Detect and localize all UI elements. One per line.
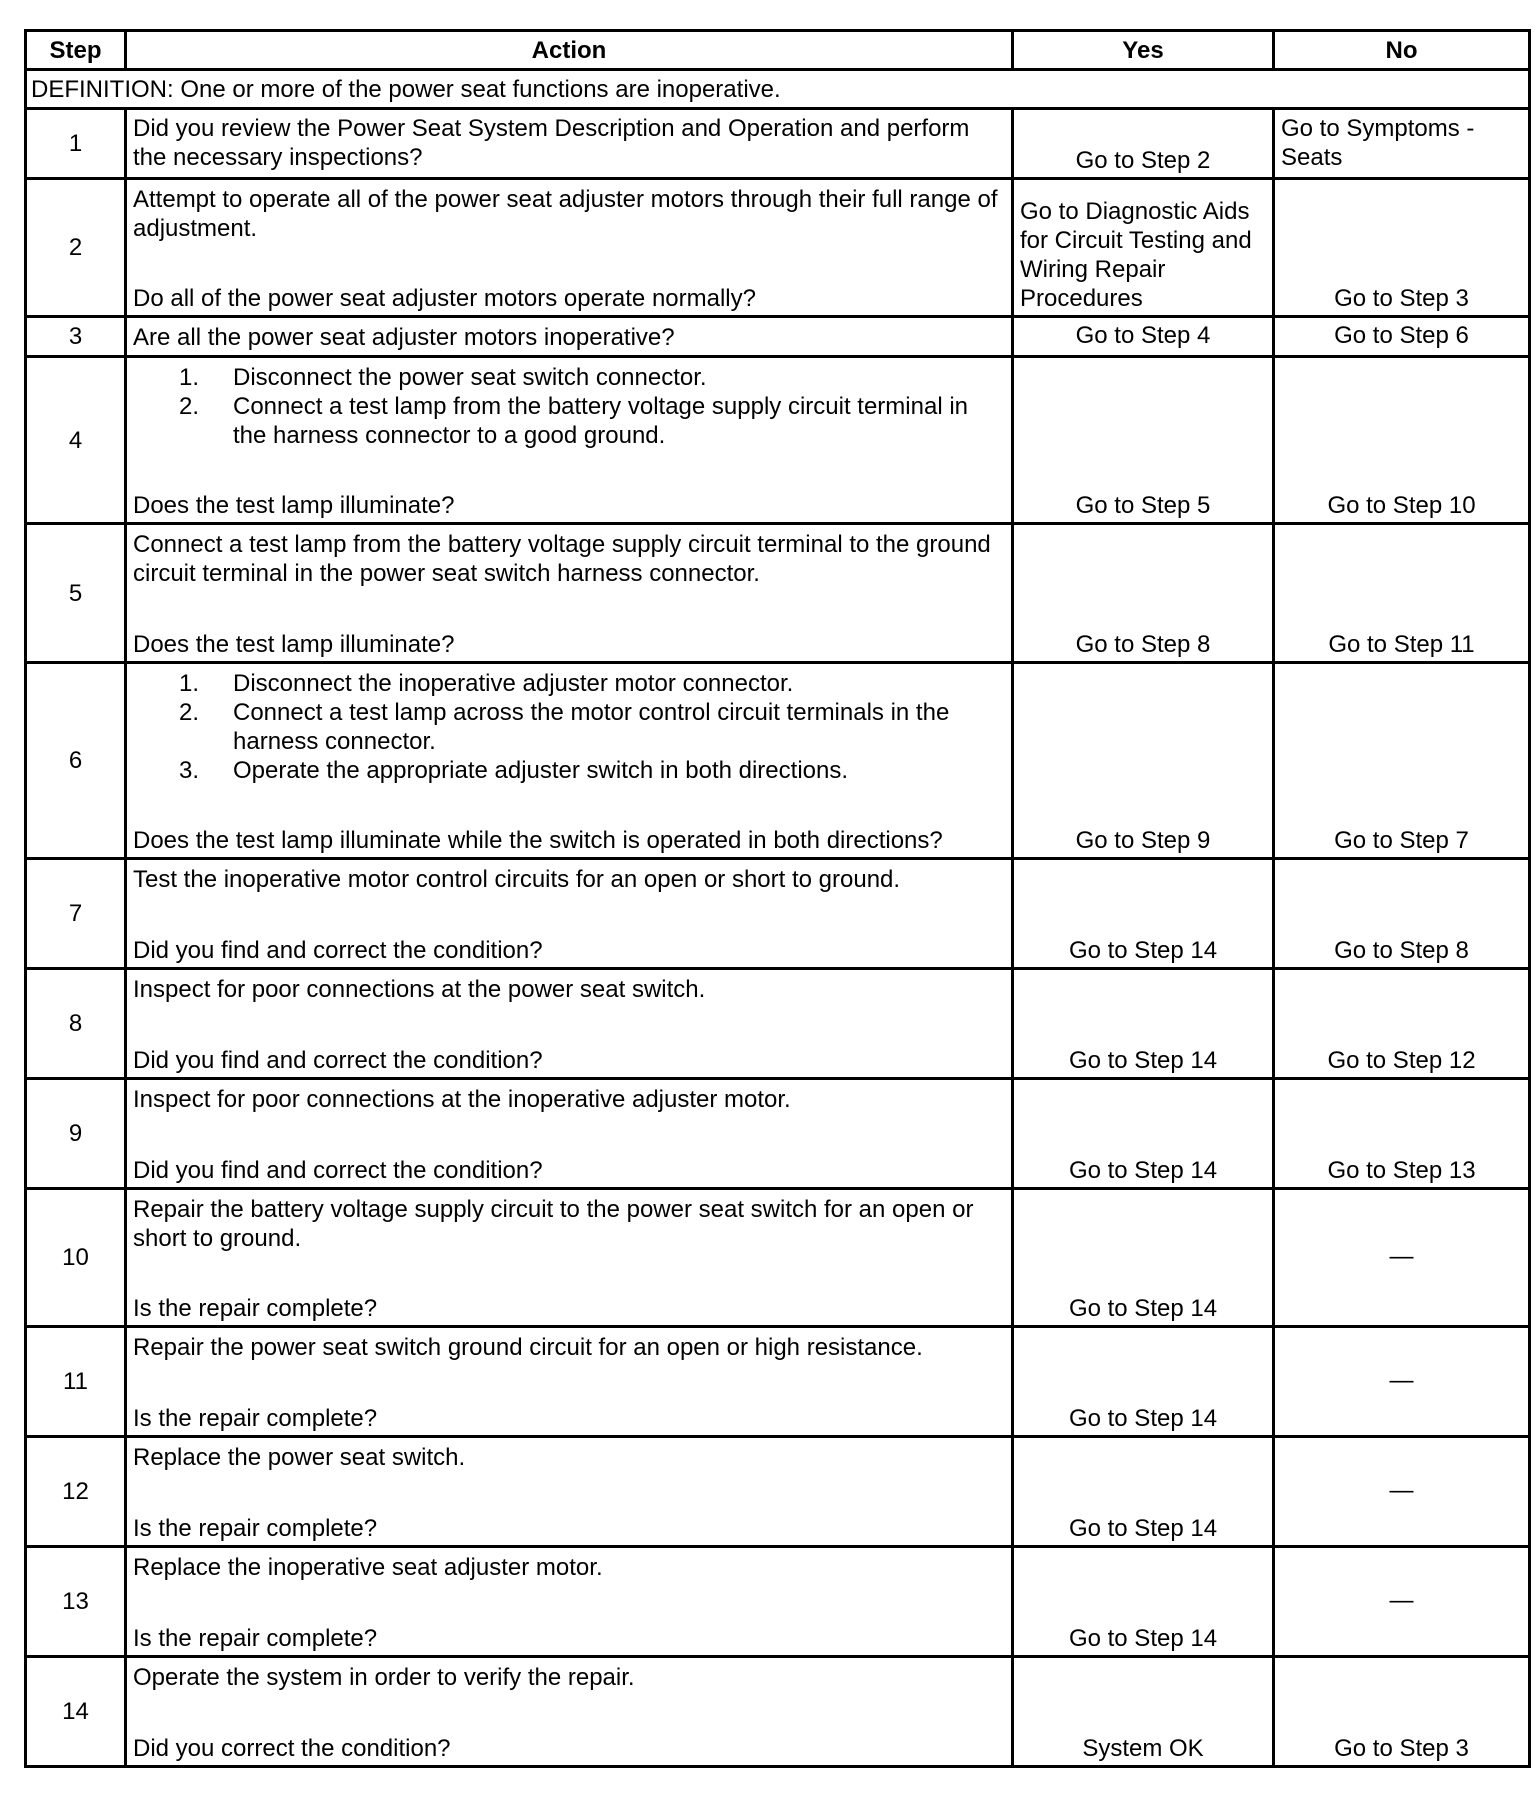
table-row — [26, 317, 1530, 357]
action-question: Is the repair complete? — [133, 1515, 378, 1542]
action-text: Are all the power seat adjuster motors inoperative? — [126, 317, 1013, 357]
table-row — [26, 1189, 1530, 1327]
yes-result: Go to Step 5 — [1013, 357, 1274, 524]
no-result: Go to Step 13 — [1274, 1079, 1530, 1189]
header-no: No — [1274, 31, 1530, 70]
step-number: 8 — [26, 969, 126, 1079]
diagnostic-table — [24, 29, 1531, 1768]
action-text: Test the inoperative motor control circuits for an open or short to ground. — [133, 866, 901, 893]
action-cell — [126, 663, 1013, 859]
yes-result: Go to Step 8 — [1013, 524, 1274, 663]
step-number: 11 — [26, 1327, 126, 1437]
action-cell — [126, 1327, 1013, 1437]
table-row — [26, 1547, 1530, 1657]
action-text: Repair the power seat switch ground circuit for an open or high resistance. — [133, 1334, 923, 1361]
list-item: 3. Operate the appropriate adjuster switch in both directions. — [179, 757, 849, 784]
header-step: Step — [26, 31, 126, 70]
action-question: Does the test lamp illuminate? — [133, 492, 455, 519]
no-result: Go to Step 3 — [1274, 179, 1530, 317]
definition-row — [26, 70, 1530, 109]
yes-result: Go to Diagnostic Aids for Circuit Testing and Wiring Repair Procedures — [1013, 179, 1274, 317]
action-text: Replace the power seat switch. — [133, 1444, 466, 1471]
definition-text: DEFINITION: One or more of the power seat functions are inoperative. — [26, 70, 1530, 109]
action-question: Is the repair complete? — [133, 1295, 378, 1322]
action-question: Did you find and correct the condition? — [133, 937, 543, 964]
step-number: 5 — [26, 524, 126, 663]
action-cell — [126, 1189, 1013, 1327]
table-row — [26, 1079, 1530, 1189]
no-result: — — [1274, 1437, 1530, 1547]
table-row — [26, 1327, 1530, 1437]
action-text: Replace the inoperative seat adjuster motor. — [133, 1554, 603, 1581]
table-row — [26, 1657, 1530, 1767]
yes-result: Go to Step 14 — [1013, 859, 1274, 969]
table-row — [26, 1437, 1530, 1547]
action-steps-list — [133, 669, 1005, 785]
action-text: Repair the battery voltage supply circuit to the power seat switch for an open or short to ground. — [133, 1196, 974, 1252]
step-number: 9 — [26, 1079, 126, 1189]
table-row — [26, 357, 1530, 524]
action-steps-list — [133, 363, 1005, 450]
action-cell — [126, 1079, 1013, 1189]
action-cell — [126, 524, 1013, 663]
action-cell — [126, 1547, 1013, 1657]
action-question: Does the test lamp illuminate while the switch is operated in both directions? — [133, 827, 943, 854]
yes-result: Go to Step 4 — [1013, 317, 1274, 357]
yes-result: Go to Step 14 — [1013, 1189, 1274, 1327]
yes-result: Go to Step 14 — [1013, 1437, 1274, 1547]
step-number: 14 — [26, 1657, 126, 1767]
step-number: 7 — [26, 859, 126, 969]
yes-result: Go to Step 2 — [1013, 109, 1274, 179]
table-row — [26, 179, 1530, 317]
action-question: Do all of the power seat adjuster motors operate normally? — [133, 285, 756, 312]
list-item: 1. Disconnect the inoperative adjuster motor connector. — [179, 670, 794, 697]
no-result: Go to Step 12 — [1274, 969, 1530, 1079]
action-text: Did you review the Power Seat System Description and Operation and perform the necessary inspections? — [126, 109, 1013, 179]
yes-result: Go to Step 14 — [1013, 1079, 1274, 1189]
table-header-row — [26, 31, 1530, 70]
no-result: — — [1274, 1327, 1530, 1437]
step-number: 4 — [26, 357, 126, 524]
action-text: Inspect for poor connections at the power seat switch. — [133, 976, 706, 1003]
table-row — [26, 859, 1530, 969]
no-result: Go to Step 6 — [1274, 317, 1530, 357]
action-question: Is the repair complete? — [133, 1625, 378, 1652]
no-result: Go to Symptoms - Seats — [1274, 109, 1530, 179]
step-number: 3 — [26, 317, 126, 357]
step-number: 12 — [26, 1437, 126, 1547]
list-item: 2. Connect a test lamp from the battery voltage supply circuit terminal in the harness connector to a good ground. — [179, 393, 968, 449]
no-result: — — [1274, 1547, 1530, 1657]
table-row — [26, 969, 1530, 1079]
yes-result: Go to Step 14 — [1013, 969, 1274, 1079]
step-number: 10 — [26, 1189, 126, 1327]
table-row — [26, 524, 1530, 663]
action-cell — [126, 859, 1013, 969]
yes-result: Go to Step 14 — [1013, 1327, 1274, 1437]
no-result: Go to Step 3 — [1274, 1657, 1530, 1767]
action-text: Attempt to operate all of the power seat adjuster motors through their full range of adjustment. — [133, 186, 998, 242]
action-question: Did you correct the condition? — [133, 1735, 451, 1762]
step-number: 1 — [26, 109, 126, 179]
list-item: 2. Connect a test lamp across the motor control circuit terminals in the harness connector. — [179, 699, 950, 755]
action-question: Is the repair complete? — [133, 1405, 378, 1432]
step-number: 6 — [26, 663, 126, 859]
action-text: Connect a test lamp from the battery voltage supply circuit terminal to the ground circuit terminal in the power seat switch harness connector. — [133, 531, 991, 587]
no-result: Go to Step 7 — [1274, 663, 1530, 859]
action-cell — [126, 969, 1013, 1079]
action-question: Did you find and correct the condition? — [133, 1157, 543, 1184]
table-row — [26, 109, 1530, 179]
action-cell — [126, 179, 1013, 317]
yes-result: Go to Step 14 — [1013, 1547, 1274, 1657]
no-result: Go to Step 11 — [1274, 524, 1530, 663]
action-question: Did you find and correct the condition? — [133, 1047, 543, 1074]
action-cell — [126, 1657, 1013, 1767]
step-number: 13 — [26, 1547, 126, 1657]
action-text: Operate the system in order to verify the repair. — [133, 1664, 635, 1691]
table-row — [26, 663, 1530, 859]
header-action: Action — [126, 31, 1013, 70]
header-yes: Yes — [1013, 31, 1274, 70]
yes-result: Go to Step 9 — [1013, 663, 1274, 859]
action-cell — [126, 357, 1013, 524]
action-question: Does the test lamp illuminate? — [133, 631, 455, 658]
yes-result: System OK — [1013, 1657, 1274, 1767]
list-item: 1. Disconnect the power seat switch connector. — [179, 364, 707, 391]
no-result: Go to Step 10 — [1274, 357, 1530, 524]
step-number: 2 — [26, 179, 126, 317]
diagnostic-table-frame — [24, 29, 1528, 1768]
no-result: — — [1274, 1189, 1530, 1327]
action-text: Inspect for poor connections at the inoperative adjuster motor. — [133, 1086, 791, 1113]
action-cell — [126, 1437, 1013, 1547]
no-result: Go to Step 8 — [1274, 859, 1530, 969]
